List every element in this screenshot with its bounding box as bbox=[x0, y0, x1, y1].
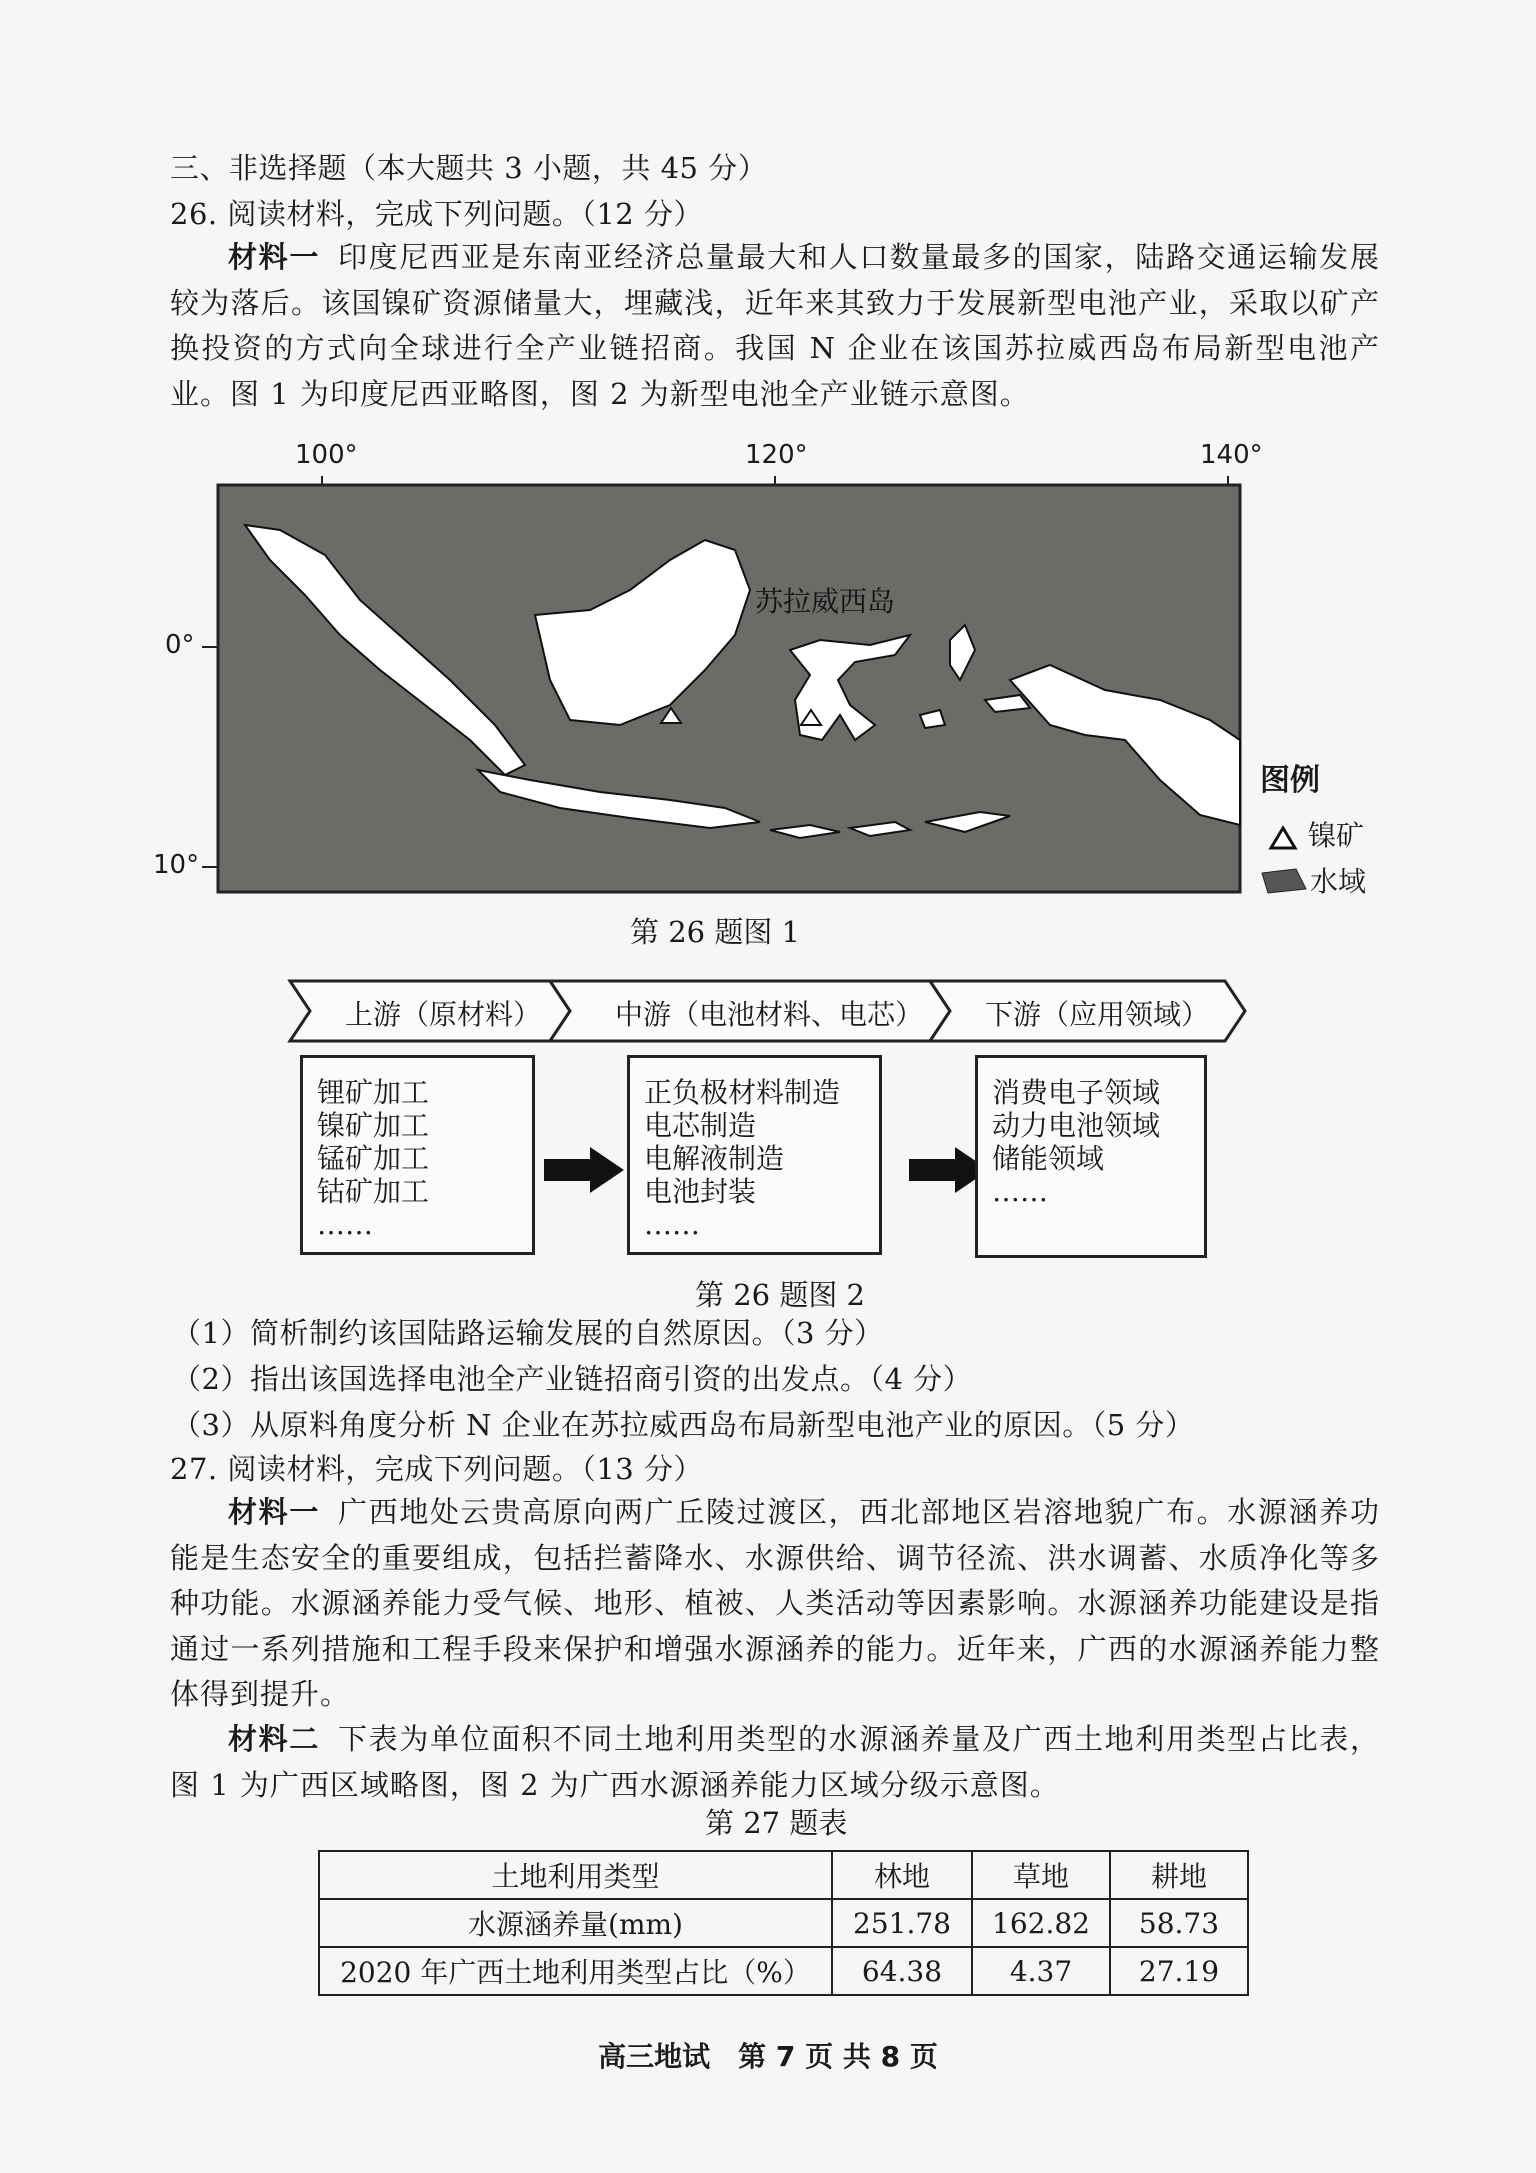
table-cell: 64.38 bbox=[832, 1947, 972, 1995]
upstream-item: 锂矿加工 bbox=[317, 1076, 430, 1109]
table-header-row bbox=[319, 1851, 1248, 1899]
q26-question-3: （3）从原料角度分析 N 企业在苏拉威西岛布局新型电池产业的原因。（5 分） bbox=[172, 1408, 1195, 1442]
midstream-box bbox=[627, 1055, 882, 1255]
table-cell: 58.73 bbox=[1110, 1899, 1248, 1947]
table-cell: 162.82 bbox=[972, 1899, 1110, 1947]
table-row bbox=[319, 1947, 1248, 1995]
lat-label-0: 0° bbox=[165, 630, 195, 660]
q26-title: 26. 阅读材料，完成下列问题。（12 分） bbox=[170, 197, 703, 231]
table-header-cell: 耕地 bbox=[1110, 1851, 1248, 1899]
arrow-right-icon bbox=[540, 1145, 630, 1195]
downstream-item: 动力电池领域 bbox=[992, 1109, 1161, 1142]
legend-nickel-icon bbox=[1268, 822, 1298, 852]
stage-upstream: 上游（原材料） bbox=[345, 998, 542, 1031]
q27-material1-text: 广西地处云贵高原向两广丘陵过渡区，西北部地区岩溶地貌广布。水源涵养功能是生态安全的重要组成，包括拦蓄降水、水源供给、调节径流、洪水调蓄、水质净化等多种功能。水源涵养能力受气候、地形、植被、人类活动等因素影响。水源涵养功能建设是指通过一系列措施和工程手段来保护和增强水源涵养的能力。近年来，广西的水源涵养能力整体得到提升。 bbox=[170, 1495, 1380, 1711]
midstream-item: 电芯制造 bbox=[644, 1109, 757, 1142]
q27-material1-label: 材料一 bbox=[228, 1495, 320, 1529]
sulawesi-label: 苏拉威西岛 bbox=[755, 585, 896, 618]
lon-label-140: 140° bbox=[1200, 440, 1263, 470]
q26-material1-label: 材料一 bbox=[228, 240, 320, 274]
fig1-caption: 第 26 题图 1 bbox=[630, 915, 801, 949]
q27-material2-text: 下表为单位面积不同土地利用类型的水源涵养量及广西土地利用类型占比表，图 1 为广西区域略图，图 2 为广西水源涵养能力区域分级示意图。 bbox=[170, 1722, 1380, 1802]
upstream-item: 锰矿加工 bbox=[317, 1142, 430, 1175]
q26-material1 bbox=[170, 235, 1380, 417]
lon-label-100: 100° bbox=[295, 440, 358, 470]
upstream-item: 钴矿加工 bbox=[317, 1175, 430, 1208]
table-caption: 第 27 题表 bbox=[705, 1806, 848, 1840]
legend-water-icon bbox=[1258, 865, 1308, 895]
legend-nickel-label: 镍矿 bbox=[1308, 819, 1365, 852]
midstream-item: 电池封装 bbox=[644, 1175, 757, 1208]
midstream-item: 电解液制造 bbox=[644, 1142, 785, 1175]
midstream-item: …… bbox=[644, 1208, 700, 1241]
table-header-cell: 林地 bbox=[832, 1851, 972, 1899]
q27-material1 bbox=[170, 1490, 1380, 1718]
table-cell: 251.78 bbox=[832, 1899, 972, 1947]
downstream-item: 储能领域 bbox=[992, 1142, 1105, 1175]
q27-title: 27. 阅读材料，完成下列问题。（13 分） bbox=[170, 1452, 703, 1486]
table-cell: 2020 年广西土地利用类型占比（%） bbox=[319, 1947, 832, 1995]
stage-downstream: 下游（应用领域） bbox=[985, 998, 1210, 1031]
upstream-box bbox=[300, 1055, 535, 1255]
section-heading: 三、非选择题（本大题共 3 小题，共 45 分） bbox=[170, 151, 768, 185]
downstream-item: …… bbox=[992, 1175, 1048, 1208]
midstream-item: 正负极材料制造 bbox=[644, 1076, 841, 1109]
land-use-table bbox=[318, 1850, 1249, 1996]
lon-label-120: 120° bbox=[745, 440, 808, 470]
upstream-item: 镍矿加工 bbox=[317, 1109, 430, 1142]
legend-water-label: 水域 bbox=[1310, 865, 1367, 898]
q27-material2-label: 材料二 bbox=[228, 1722, 320, 1756]
downstream-box bbox=[975, 1055, 1207, 1258]
table-header-cell: 草地 bbox=[972, 1851, 1110, 1899]
page-footer: 高三地试 第 7 页 共 8 页 bbox=[598, 2040, 938, 2073]
stage-midstream: 中游（电池材料、电芯） bbox=[615, 998, 924, 1031]
indonesia-map bbox=[150, 440, 1400, 910]
table-cell: 水源涵养量(mm) bbox=[319, 1899, 832, 1947]
q26-material1-text: 印度尼西亚是东南亚经济总量最大和人口数量最多的国家，陆路交通运输发展较为落后。该国镍矿资源储量大，埋藏浅，近年来其致力于发展新型电池产业，采取以矿产换投资的方式向全球进行全产业链招商。我国 N 企业在该国苏拉威西岛布局新型电池产业。图 1 为印度尼西亚略图，图 2 为新型电池全产业链示意图。 bbox=[170, 240, 1380, 411]
table-cell: 27.19 bbox=[1110, 1947, 1248, 1995]
q26-question-1: （1）简析制约该国陆路运输发展的自然原因。（3 分） bbox=[172, 1316, 884, 1350]
q26-question-2: （2）指出该国选择电池全产业链招商引资的出发点。（4 分） bbox=[172, 1362, 973, 1396]
fig2-caption: 第 26 题图 2 bbox=[695, 1278, 866, 1312]
upstream-item: …… bbox=[317, 1208, 373, 1241]
lat-label-10: 10° bbox=[153, 850, 200, 880]
legend-title: 图例 bbox=[1260, 763, 1320, 798]
downstream-item: 消费电子领域 bbox=[992, 1076, 1161, 1109]
map-svg bbox=[150, 440, 1400, 910]
table-header-cell: 土地利用类型 bbox=[319, 1851, 832, 1899]
table-cell: 4.37 bbox=[972, 1947, 1110, 1995]
table-row bbox=[319, 1899, 1248, 1947]
q27-material2 bbox=[170, 1717, 1380, 1808]
